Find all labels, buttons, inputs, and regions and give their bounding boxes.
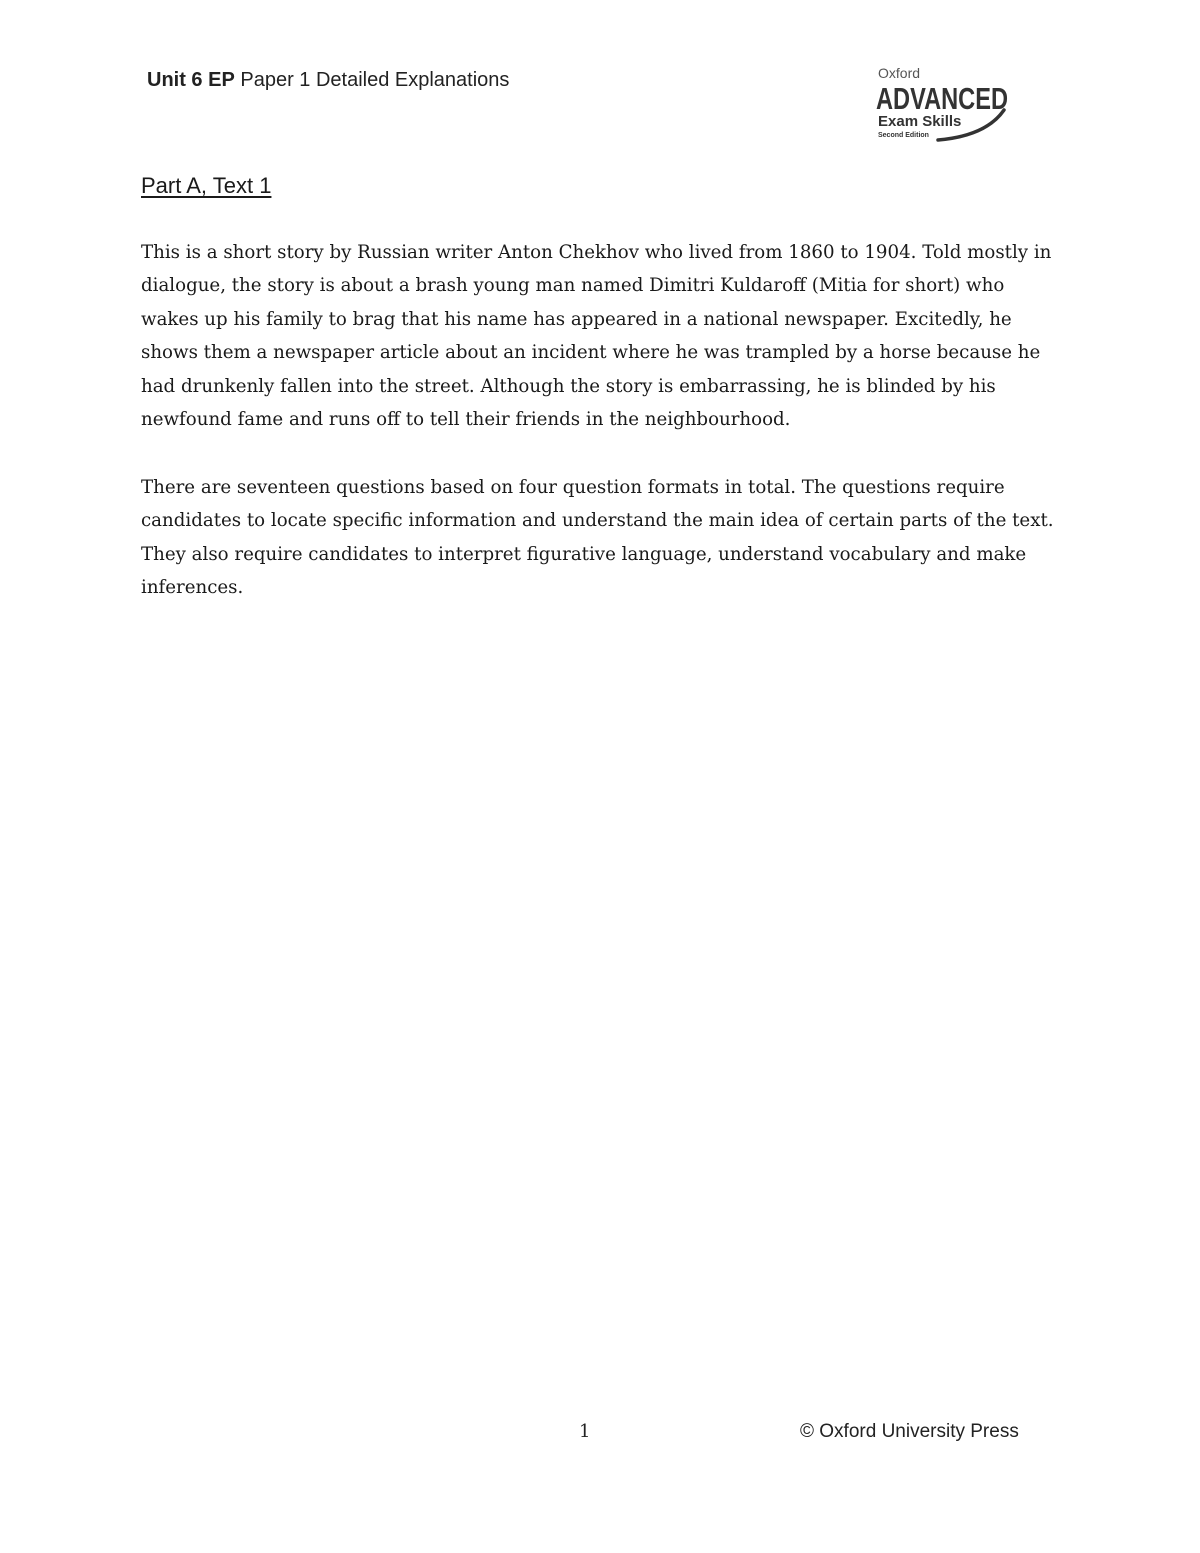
logo-oxford-text: Oxford [878, 65, 921, 81]
summary-paragraph: This is a short story by Russian writer Anton Chekhov who lived from 1860 to 1904. Told mostly in dialogue, the story is about a brash young man named Dimitri Kuldaroff (Mitia for short) who wakes up his family to brag that his name has appeared in a national newspaper. Excitedly, he shows them a newspaper article about an incident where he was trampled by a horse because he had drunkenly fallen into the street. Although the story is embarrassing, he is blinded by his newfound fame and runs off to tell their friends in the neighbourhood. [141, 242, 1052, 431]
logo-edition-text: Second Edition [878, 132, 929, 139]
questions-paragraph: There are seventeen questions based on four question formats in total. The questions require candidates to locate specific information and understand the main idea of certain parts of the text. They also require candidates to interpret figurative language, understand vocabulary and make inferences. [141, 477, 1054, 599]
page-number: 1 [579, 1421, 591, 1442]
section-heading: Part A, Text 1 [141, 173, 272, 198]
document-header-title [147, 69, 509, 92]
logo-advanced-text: ADVANCED [876, 81, 1008, 116]
header-title-text: Paper 1 Detailed Explanations [234, 69, 510, 91]
logo-exam-skills-text: Exam Skills [878, 113, 962, 130]
copyright-notice: © Oxford University Press [800, 1421, 1019, 1442]
unit-label: Unit 6 EP [147, 69, 235, 91]
oxford-advanced-logo [876, 64, 1016, 144]
